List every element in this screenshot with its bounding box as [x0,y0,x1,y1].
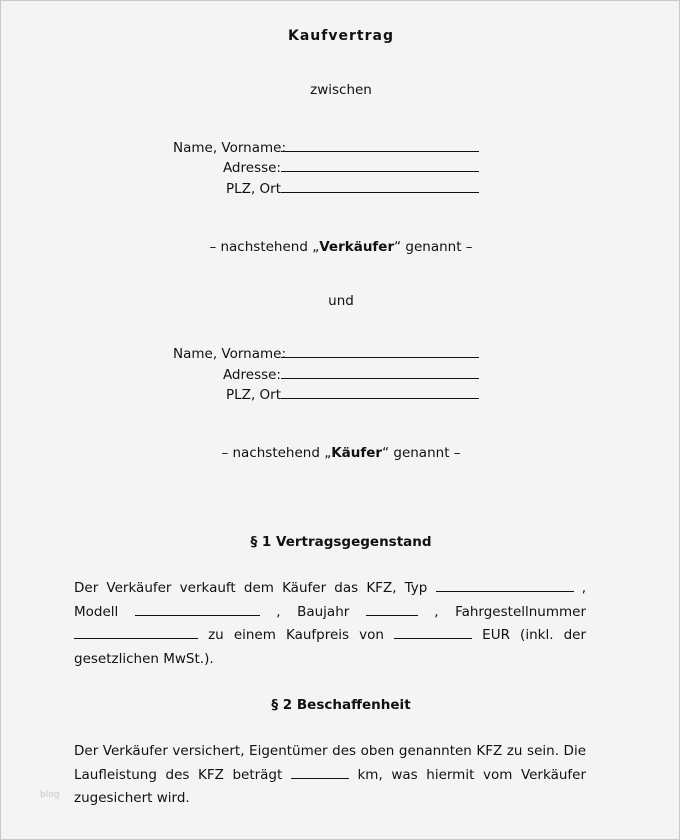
and-text: und [328,293,354,309]
seller-name-label: Name, Vorname: [173,140,287,156]
section2-paragraph [74,740,586,811]
designation-prefix: – nachstehend „ [221,445,332,461]
price-field[interactable] [394,626,472,639]
watermark: blog [40,790,60,800]
buyer-designation [1,445,680,461]
section1-text: , Fahrgestellnummer [434,603,587,620]
seller-designation [1,239,680,255]
vin-field[interactable] [74,626,198,639]
seller-address-label: Adresse: [222,160,281,176]
buyer-city-row [173,386,479,403]
section2-text: Der Verkäufer versichert, Eigentümer des oben genannten KFZ zu sein. Die Laufleistung des KFZ beträgt [74,743,586,783]
seller-name-row [173,139,479,156]
designation-suffix: “ genannt – [382,445,461,461]
buyer-name-field[interactable] [281,345,479,358]
seller-role-label: Verkäufer [319,239,395,255]
type-field[interactable] [436,579,574,592]
between-text: zwischen [310,82,372,98]
buyer-city-label: PLZ, Ort [226,387,281,403]
seller-city-label: PLZ, Ort [226,181,281,197]
buyer-address-label: Adresse: [222,367,281,383]
buyer-name-label: Name, Vorname: [173,346,287,362]
section1-text: zu einem Kaufpreis von [208,627,384,643]
seller-name-field[interactable] [281,139,479,152]
seller-city-field[interactable] [281,180,479,193]
buyer-name-row [173,345,479,362]
seller-address-row [173,159,479,176]
year-field[interactable] [366,603,418,616]
section1-heading: § 1 Vertragsgegenstand [250,534,432,550]
section1-text: Der Verkäufer verkauft dem Käufer das KFZ, Typ [74,580,428,596]
section1-text: EUR (inkl. der gesetzlichen MwSt.). [74,627,586,667]
seller-address-field[interactable] [281,159,479,172]
section2-text: km, was hiermit vom Verkäufer zugesichert wird. [74,766,587,806]
document-title: Kaufvertrag [288,28,394,44]
section2-heading: § 2 Beschaffenheit [271,697,411,713]
seller-city-row [173,180,479,197]
section1-text: , Baujahr [276,603,350,620]
buyer-city-field[interactable] [281,386,479,399]
section1-paragraph [74,577,586,671]
mileage-field[interactable] [291,766,349,779]
model-field[interactable] [135,603,260,616]
buyer-role-label: Käufer [331,445,383,461]
designation-suffix: “ genannt – [394,239,473,255]
buyer-address-row [173,366,479,383]
buyer-address-field[interactable] [281,366,479,379]
section1-text: , Modell [74,580,586,620]
designation-prefix: – nachstehend „ [209,239,320,255]
